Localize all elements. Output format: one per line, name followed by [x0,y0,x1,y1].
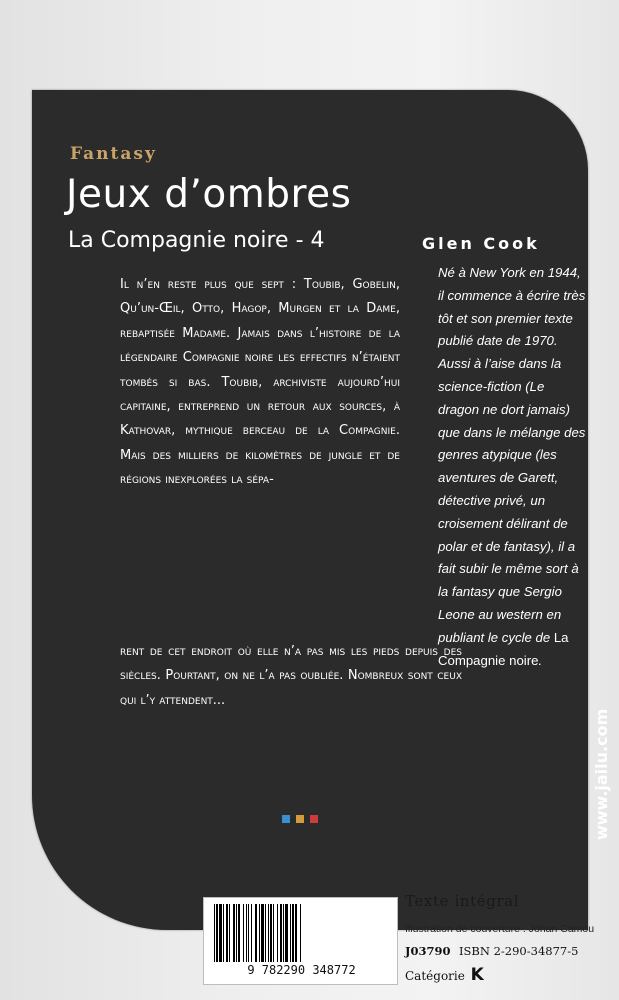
book-title: Jeux d’ombres [66,172,352,217]
genre-label: Fantasy [70,144,157,164]
barcode-bar [226,904,228,962]
barcode-bar [251,904,252,962]
product-code: J03790 [405,944,451,958]
product-codes [405,944,595,958]
orange-dot [296,815,304,823]
bio-series-name: La Compagnie noire [438,629,569,668]
barcode-bar [300,904,301,962]
barcode [203,897,398,985]
blurb-text-continued: rent de cet endroit où elle n’a pas mis les pieds depuis des siècles. Pourtant, on ne l’a pas oubliée. Nombreux sont ceux qui l’y attendent... [120,644,462,708]
barcode-bar [223,904,224,962]
barcode-bar [295,904,297,962]
author-bio-p2b: ) que dans le mélange des genres atypique (les aventures de Garett, détective privé, un croisement délirant de polar et de fantasy), il a fait subir le même sort à la fantasy que Sergio Leone au western en publiant le cycle de [438,401,586,645]
barcode-bar [216,904,218,962]
barcode-bar [233,904,235,962]
color-dots [282,815,318,824]
barcode-bar [259,904,260,962]
series-subtitle: La Compagnie noire - 4 [68,228,325,253]
barcode-bar [229,904,230,962]
author-bio-p2a: Aussi à l’aise dans la science-fiction ( [438,356,562,394]
barcode-bar [265,904,266,962]
publisher-website[interactable]: www.jailu.com [592,708,611,840]
barcode-bar [273,904,274,962]
blurb-text: Il n’en reste plus que sept : Toubib, Gobelin, Qu’un-Œil, Otto, Hagop, Murgen et la Dame, rebaptisée Madame. Jamais dans l’histoire de la légendaire Compagnie noire les effectifs n’étaient tombés si bas. Toubib, archiviste aujourd’hui capitaine, entreprend un retour aux sources, à Kathovar, mythique berceau de la Compagnie. Mais des milliers de kilomètres de jungle et de régions inexplorées la sépa- [120,277,400,488]
barcode-bar [285,904,288,962]
category-label: Catégorie [405,969,465,983]
barcode-bar [268,904,269,962]
barcode-bar [255,904,257,962]
category [405,965,484,985]
author-name: Glen Cook [422,234,540,253]
barcode-bar [248,904,249,962]
barcode-bar [236,904,237,962]
barcode-bar [277,904,278,962]
illustration-credit: Illustration de couverture : Johan Camou [405,923,595,935]
barcode-bar [214,904,215,962]
red-dot [310,815,318,823]
barcode-bar [292,904,294,962]
isbn: ISBN 2-290-34877-5 [459,944,579,958]
barcode-bar [283,904,284,962]
barcode-bar [243,904,244,962]
bio-book-title: Le dragon ne dort jamais [438,378,566,417]
author-bio [438,262,588,672]
barcode-bar [270,904,272,962]
blue-dot [282,815,290,823]
unabridged-label: Texte intégral [405,892,520,910]
barcode-bar [261,904,264,962]
barcode-bar [280,904,282,962]
barcode-bar [219,904,222,962]
author-bio-p2c: . [538,652,543,668]
barcode-bar [246,904,247,962]
author-bio-p1: Né à New York en 1944, il commence à écrire très tôt et son premier texte publié date de 1970. [438,265,586,349]
barcode-number: 9 782290 348772 [247,963,356,977]
barcode-bar [238,904,240,962]
category-letter: K [470,965,484,985]
barcode-bars [212,904,392,962]
barcode-bar [290,904,291,962]
